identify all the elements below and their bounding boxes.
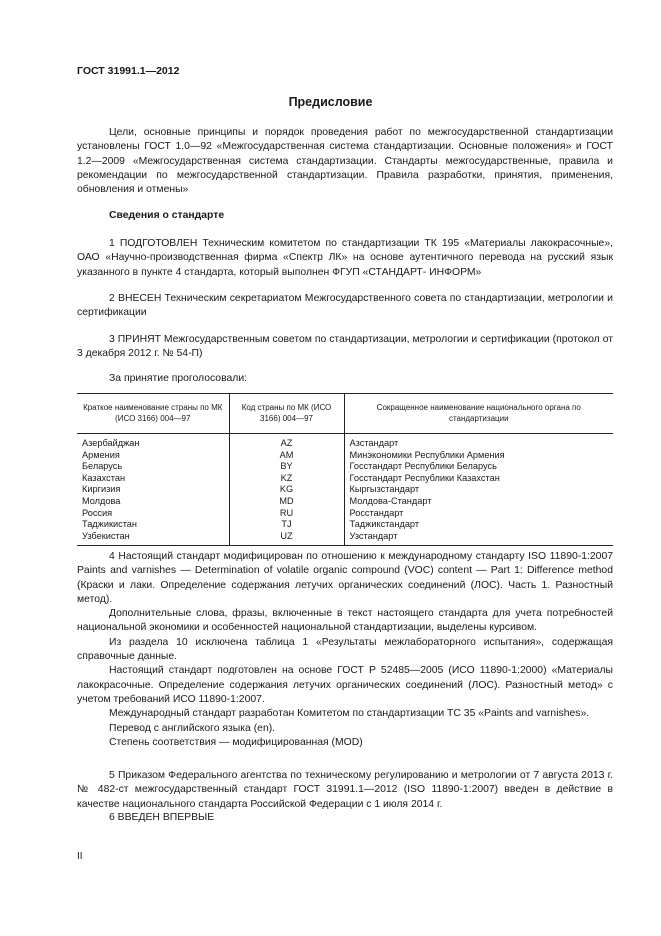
code-cell: UZ [229,531,344,546]
page-title: Предисловие [288,95,373,109]
section-heading: Сведения о стандарте [109,210,225,221]
voting-table [77,393,613,546]
country-cell: Азербайджан [82,438,140,448]
item-3-block [77,333,613,362]
item-4-block [77,550,613,750]
code-cell: AZ [229,434,344,450]
code-cell: BY [229,461,344,473]
code-cell: RU [229,508,344,520]
item-3-text: 3 ПРИНЯТ Межгосударственным советом по стандартизации, метрологии и сертификации (протокол от 3 декабря 2012 г. № 54-П) [77,334,613,360]
item-4-paragraph: Из раздела 10 исключена таблица 1 «Результаты межлабораторного испытания», содержащая справочные данные. [77,636,613,663]
code-cell: KZ [229,473,344,485]
intro-text: Цели, основные принципы и порядок проведения работ по межгосударственной стандартизации установлены ГОСТ 1.0—92 «Межгосударственная система стандартизации. Основные положения» и ГОСТ 1.2—2009 «Межгосударственная система стандартизации. Стандарты межгосударственные, правила и рекомендации по межгосударственной стандартизации. Правила разработки, принятия, применения, обновления и отмены» [77,127,613,196]
item-4-paragraph: Настоящий стандарт подготовлен на основе ГОСТ Р 52485—2005 (ИСО 11890-1:2000) «Материалы лакокрасочные. Определение содержания летучих органических соединений (ЛОС). Разностный метод» с учетом требований ИСО 11890-1:2007. [77,665,613,705]
header-country-name: Краткое наименование страны по МК (ИСО 3166) 004—97 [77,394,229,434]
body-cell: Госстандарт Республики Беларусь [344,461,613,473]
item-4-paragraph: 4 Настоящий стандарт модифицирован по отношению к международному стандарту ISO 11890-1:2007 Paints and varnishes — Determination of volatile organic compound (VOC) content — Part 1: Difference method (Краски и лаки. Определение содержания летучих органических соединений (ЛОС). Часть 1. Разностный метод). [77,551,613,605]
table-header-row [77,394,613,434]
item-6-block [77,811,613,825]
country-cell: Таджикистан [82,519,137,530]
body-cell: Росстандарт [344,508,613,520]
document-code-header: ГОСТ 31991.1—2012 [77,65,180,77]
item-5-block [77,769,613,812]
table-row [77,519,613,531]
voted-label: За принятие проголосовали: [109,373,248,384]
body-cell: Узстандарт [344,531,613,546]
country-cell: Узбекистан [77,531,229,546]
table-row [77,531,613,546]
country-cell: Молдова [82,495,121,506]
item-1-block [77,237,613,280]
item-4-paragraph: Дополнительные слова, фразы, включенные в текст настоящего стандарта для учета потребностей национальной экономики и особенностей национальной стандартизации, выделены курсивом. [77,608,613,634]
item-2-block [77,292,613,321]
body-cell: Молдова-Стандарт [344,496,613,508]
item-6-text: 6 ВВЕДЕН ВПЕРВЫЕ [109,812,215,823]
item-2-text: 2 ВНЕСЕН Техническим секретариатом Межгосударственного совета по стандартизации, метрологии и сертификации [77,293,613,319]
body-cell: Азстандарт [344,434,613,450]
code-cell: KG [229,484,344,496]
item-5-text: 5 Приказом Федерального агентства по техническому регулированию и метрологии от 7 августа 2013 г. № 482-ст межгосударственный стандарт ГОСТ 31991.1—2012 (ISO 11890-1:2007) введен в действие в качестве национального стандарта Российской Федерации с 1 июля 2014 г. [77,770,613,810]
code-cell: AM [229,450,344,462]
table-row [77,473,613,485]
item-4-paragraph: Международный стандарт разработан Комитетом по стандартизации ТС 35 «Paints and varnishes». [109,708,590,720]
item-1-text: 1 ПОДГОТОВЛЕН Техническим комитетом по стандартизации ТК 195 «Материалы лакокрасочные», ОАО «Научно-производственная фирма «Спектр ЛК» на основе аутентичного перевода на русский язык указанного в пункте 4 стандарта, который выполнен ФГУП «СТАНДАРТ- ИНФОРМ» [77,238,613,278]
header-national-body: Сокращенное наименование национального органа по стандартизации [344,394,613,434]
country-cell: Казахстан [82,472,126,483]
voted-label-block [77,372,613,386]
country-cell: Россия [82,507,113,518]
header-country-code: Код страны по МК (ИСО 3166) 004—97 [229,394,344,434]
code-cell: MD [229,496,344,508]
body-cell: Таджикстандарт [344,519,613,531]
section-heading-block [77,209,613,223]
item-4-paragraph: Степень соответствия — модифицированная (MOD) [109,736,363,748]
table-row [77,508,613,520]
code-cell: TJ [229,519,344,531]
country-cell: Киргизия [82,484,121,495]
table-row [77,450,613,462]
table-row [77,461,613,473]
item-4-paragraph: Перевод с английского языка (en). [109,722,276,734]
table-row [77,496,613,508]
body-cell: Кыргызстандарт [344,484,613,496]
country-cell: Беларусь [82,461,123,472]
country-cell: Армения [82,449,120,460]
intro-paragraph [77,126,613,197]
table-row [77,434,613,450]
table-row [77,484,613,496]
page-number: II [77,851,83,862]
body-cell: Минэкономики Республики Армения [344,450,613,462]
body-cell: Госстандарт Республики Казахстан [344,473,613,485]
